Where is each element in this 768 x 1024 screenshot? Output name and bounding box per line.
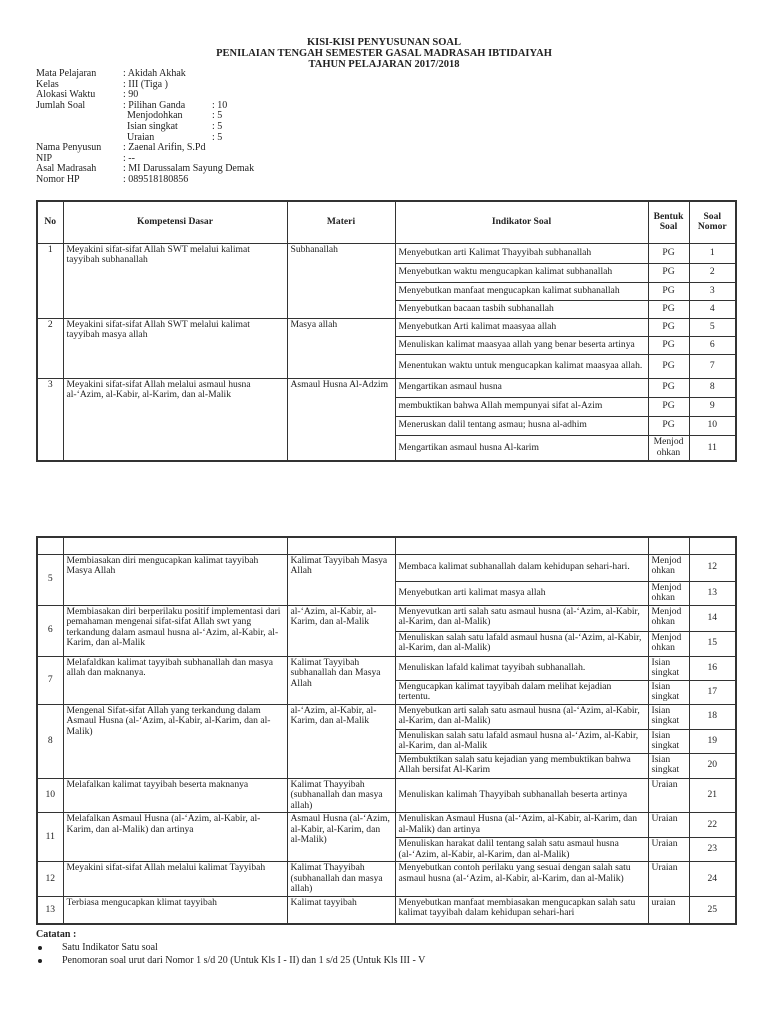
cell-kompetensi: Meyakini sifat-sifat Allah melalui asmaul husna al-‘Azim, al-Kabir, al-Karim, dan al-Malik [63, 378, 287, 461]
cell-indikator: Mengartikan asmaul husna [395, 378, 648, 397]
info-label: Jumlah Soal [36, 99, 86, 111]
cell-indikator: Menyevutkan arti salah satu asmaul husna (al-‘Azim, al-Kabir, al-Karim, dan al-Malik) [395, 605, 648, 631]
cell-kompetensi: Meyakini sifat-sifat Allah SWT melalui kalimat tayyibah subhanallah [63, 243, 287, 318]
cell-nomor: 8 [689, 378, 736, 397]
cell-no: 3 [37, 378, 63, 461]
cell-nomor: 9 [689, 397, 736, 416]
table-row [37, 378, 736, 397]
info-value: : Akidah Akhak [123, 68, 186, 79]
cell-indikator: Mengartikan asmaul husna Al-karim [395, 435, 648, 461]
cell-no: 12 [37, 862, 63, 897]
info-label: Nomor HP [36, 173, 80, 185]
cell-bentuk: Menjod ohkan [648, 605, 689, 631]
note-item: Penomoran soal urut dari Nomor 1 s/d 20 (Untuk Kls I - II) dan 1 s/d 25 (Untuk Kls III - V [36, 954, 425, 967]
cell-nomor: 13 [689, 581, 736, 605]
cell-materi: Asmaul Husna (al-‘Azim, al-Kabir, al-Karim, dan al-Malik) [287, 813, 395, 862]
header-nomor: Soal Nomor [689, 201, 736, 243]
table-row [37, 813, 736, 838]
cell-nomor: 23 [689, 838, 736, 862]
cell-bentuk: PG [648, 282, 689, 300]
info-value: : 5 [212, 131, 223, 143]
table-row [37, 896, 736, 924]
cell-nomor: 19 [689, 729, 736, 753]
cell-indikator: Menuliskan kalimah Thayyibah subhanallah beserta artinya [395, 778, 648, 813]
cell-materi: Kalimat Tayyibah Masya Allah [287, 554, 395, 605]
cell-nomor: 4 [689, 300, 736, 318]
info-value: : 5 [212, 110, 223, 122]
header-no: No [37, 201, 63, 243]
info-label: Mata Pelajaran [36, 68, 97, 79]
info-block [36, 69, 254, 186]
cell-materi: al-‘Azim, al-Kabir, al-Karim, dan al-Malik [287, 605, 395, 656]
info-label: Alokasi Waktu [36, 89, 96, 101]
cell-bentuk: PG [648, 336, 689, 354]
cell-nomor: 10 [689, 416, 736, 435]
cell-materi: Asmaul Husna Al-Adzim [287, 378, 395, 461]
cell-bentuk: Isian singkat [648, 704, 689, 729]
cell-nomor: 24 [689, 862, 736, 897]
cell-nomor: 5 [689, 318, 736, 336]
table-row [37, 605, 736, 631]
cell-indikator: Menyebutkan arti Kalimat Thayyibah subhanallah [395, 243, 648, 263]
cell-bentuk: PG [648, 416, 689, 435]
info-label: Uraian [127, 131, 155, 143]
cell-nomor: 3 [689, 282, 736, 300]
cell-materi: Kalimat Tayyibah subhanallah dan Masya Allah [287, 656, 395, 704]
cell-bentuk: Isian singkat [648, 680, 689, 704]
cell-indikator: membuktikan bahwa Allah mempunyai sifat al-Azim [395, 397, 648, 416]
header-materi: Materi [287, 201, 395, 243]
kisi-table-2 [36, 536, 737, 925]
cell-nomor: 14 [689, 605, 736, 631]
cell-bentuk: Isian singkat [648, 656, 689, 680]
header-indikator: Indikator Soal [395, 201, 648, 243]
doc-title: KISI-KISI PENYUSUNAN SOAL [306, 37, 462, 48]
cell-indikator: Menuliskan Asmaul Husna (al-‘Azim, al-Kabir, al-Karim, dan al-Malik) dan artinya [395, 813, 648, 838]
cell-indikator: Menyebutkan bacaan tasbih subhanallah [395, 300, 648, 318]
cell-indikator: Menuliskan salah satu lafald asmaul husna (al-‘Azim, al-Kabir, al-Karim, dan al-Malik) [395, 631, 648, 656]
info-value: : -- [123, 152, 135, 164]
cell-bentuk: Isian singkat [648, 753, 689, 778]
doc-year: TAHUN PELAJARAN 2017/2018 [308, 59, 460, 70]
table-row [37, 862, 736, 897]
cell-bentuk: PG [648, 300, 689, 318]
cell-nomor: 20 [689, 753, 736, 778]
cell-materi: Masya allah [287, 318, 395, 378]
notes [36, 928, 425, 967]
cell-indikator: Menuliskan harakat dalil tentang salah satu asmaul husna (al-‘Azim, al-Kabir, al-Karim, dan al-Malik) [395, 838, 648, 862]
cell-bentuk: Uraian [648, 813, 689, 838]
cell-materi: Kalimat Thayyibah (subhanallah dan masya allah) [287, 778, 395, 813]
notes-title: Catatan : [36, 929, 77, 940]
cell-nomor: 17 [689, 680, 736, 704]
cell-bentuk: uraian [648, 896, 689, 924]
cell-indikator: Membuktikan salah satu kejadian yang membuktikan bahwa Allah bersifat Al-Karim [395, 753, 648, 778]
table-row [37, 656, 736, 680]
header-bentuk: Bentuk Soal [648, 201, 689, 243]
table-row [37, 318, 736, 336]
cell-kompetensi: Mengenal Sifat-sifat Allah yang terkandung dalam Asmaul Husna (al-‘Azim, al-Kabir, al-Karim, dan al-Malik) [63, 704, 287, 778]
cell-no: 6 [37, 605, 63, 656]
cell-no: 7 [37, 656, 63, 704]
cell-bentuk: Menjod ohkan [648, 631, 689, 656]
cell-bentuk: Uraian [648, 778, 689, 813]
cell-no: 1 [37, 243, 63, 318]
cell-bentuk: Uraian [648, 862, 689, 897]
cell-indikator: Menuliskan kalimat maasyaa allah yang benar beserta artinya [395, 336, 648, 354]
cell-indikator: Menyebutkan arti salah satu asmaul husna (al-‘Azim, al-Kabir, al-Karim, dan al-Malik) [395, 704, 648, 729]
cell-kompetensi: Melafalkan kalimat tayyibah beserta maknanya [63, 778, 287, 813]
cell-indikator: Menyebutkan arti kalimat masya allah [395, 581, 648, 605]
cell-nomor: 7 [689, 354, 736, 378]
doc-subtitle: PENILAIAN TENGAH SEMESTER GASAL MADRASAH IBTIDAIYAH [216, 48, 552, 59]
cell-indikator: Menyebutkan contoh perilaku yang sesuai dengan salah satu asmaul husna (al-‘Azim, al-Kabir, al-Karim, dan al-Malik) [395, 862, 648, 897]
info-value: : Pilihan Ganda [123, 99, 186, 111]
cell-indikator: Menyebutkan manfaat membiasakan mengucapkan salah satu kalimat tayyibah dalam kehidupan sehari-hari [395, 896, 648, 924]
table-row [37, 704, 736, 729]
cell-nomor: 11 [689, 435, 736, 461]
cell-indikator: Menyebutkan Arti kalimat maasyaa allah [395, 318, 648, 336]
info-label: Nama Penyusun [36, 142, 102, 154]
cell-nomor: 12 [689, 554, 736, 581]
cell-no: 8 [37, 704, 63, 778]
cell-bentuk: PG [648, 397, 689, 416]
cell-kompetensi: Terbiasa mengucapkan klimat tayyibah [63, 896, 287, 924]
table-row [37, 554, 736, 581]
info-value: : III (Tiga ) [123, 78, 168, 90]
cell-indikator: Menuliskan lafald kalimat tayyibah subhanallah. [395, 656, 648, 680]
info-value: : 5 [212, 120, 223, 132]
cell-bentuk: Menjod ohkan [648, 554, 689, 581]
info-value: : 90 [123, 89, 139, 101]
info-label: Menjodohkan [127, 110, 183, 122]
cell-materi: Kalimat Thayyibah (subhanallah dan masya allah) [287, 862, 395, 897]
cell-bentuk: Menjod ohkan [648, 435, 689, 461]
cell-kompetensi: Melafalkan Asmaul Husna (al-‘Azim, al-Kabir, al-Karim, dan al-Malik) dan artinya [63, 813, 287, 862]
table-row [37, 243, 736, 263]
cell-nomor: 25 [689, 896, 736, 924]
header-kd: Kompetensi Dasar [63, 201, 287, 243]
cell-indikator: Membaca kalimat subhanallah dalam kehidupan sehari-hari. [395, 554, 648, 581]
cell-indikator: Menyebutkan waktu mengucapkan kalimat subhanallah [395, 263, 648, 282]
cell-nomor: 16 [689, 656, 736, 680]
info-value: : 089518180856 [123, 173, 189, 185]
cell-kompetensi: Meyakini sifat-sifat Allah melalui kalimat Tayyibah [63, 862, 287, 897]
cell-nomor: 2 [689, 263, 736, 282]
info-label: Asal Madrasah [36, 163, 97, 175]
cell-nomor: 6 [689, 336, 736, 354]
cell-indikator: Menuliskan salah satu lafald asmaul husna al-‘Azim, al-Kabir, al-Karim, dan al-Malik [395, 729, 648, 753]
cell-materi: al-‘Azim, al-Kabir, al-Karim, dan al-Malik [287, 704, 395, 778]
info-label: Kelas [36, 78, 59, 90]
cell-materi: Kalimat tayyibah [287, 896, 395, 924]
cell-no: 2 [37, 318, 63, 378]
note-item: Satu Indikator Satu soal [36, 941, 425, 954]
table-row [37, 778, 736, 813]
cell-indikator: Mengucapkan kalimat tayyibah dalam melihat kejadian tertentu. [395, 680, 648, 704]
info-value: : MI Darussalam Sayung Demak [123, 163, 255, 175]
cell-nomor: 1 [689, 243, 736, 263]
cell-kompetensi: Meyakini sifat-sifat Allah SWT melalui kalimat tayyibah masya allah [63, 318, 287, 378]
cell-nomor: 21 [689, 778, 736, 813]
cell-bentuk: PG [648, 263, 689, 282]
kisi-table-1 [36, 200, 737, 462]
info-label: NIP [36, 152, 53, 164]
cell-no: 11 [37, 813, 63, 862]
cell-indikator: Menentukan waktu untuk mengucapkan kalimat maasyaa allah. [395, 354, 648, 378]
cell-bentuk: PG [648, 318, 689, 336]
cell-nomor: 18 [689, 704, 736, 729]
cell-bentuk: PG [648, 378, 689, 397]
cell-bentuk: PG [648, 243, 689, 263]
cell-indikator: Menyebutkan manfaat mengucapkan kalimat subhanallah [395, 282, 648, 300]
cell-bentuk: PG [648, 354, 689, 378]
table-header-row [37, 201, 736, 243]
cell-bentuk: Uraian [648, 838, 689, 862]
cell-kompetensi: Melafaldkan kalimat tayyibah subhanallah dan masya allah dan maknanya. [63, 656, 287, 704]
info-label: Isian singkat [127, 120, 178, 132]
cell-no: 13 [37, 896, 63, 924]
empty-row [37, 537, 736, 554]
cell-materi: Subhanallah [287, 243, 395, 318]
cell-nomor: 15 [689, 631, 736, 656]
cell-no: 10 [37, 778, 63, 813]
cell-nomor: 22 [689, 813, 736, 838]
info-value: : 10 [212, 99, 228, 111]
info-value: : Zaenal Arifin, S.Pd [123, 142, 206, 154]
cell-kompetensi: Membiasakan diri mengucapkan kalimat tayyibah Masya Allah [63, 554, 287, 605]
cell-kompetensi: Membiasakan diri berperilaku positif implementasi dari pemahaman mengenai sifat-sifat Allah swt yang terkandung dalam asmaul husna al-‘Azim, al-Kabir, al-Karim, dan al-Malik [63, 605, 287, 656]
cell-bentuk: Menjod ohkan [648, 581, 689, 605]
cell-indikator: Meneruskan dalil tentang asmau; husna al-adhim [395, 416, 648, 435]
cell-bentuk: Isian singkat [648, 729, 689, 753]
cell-no: 5 [37, 554, 63, 605]
